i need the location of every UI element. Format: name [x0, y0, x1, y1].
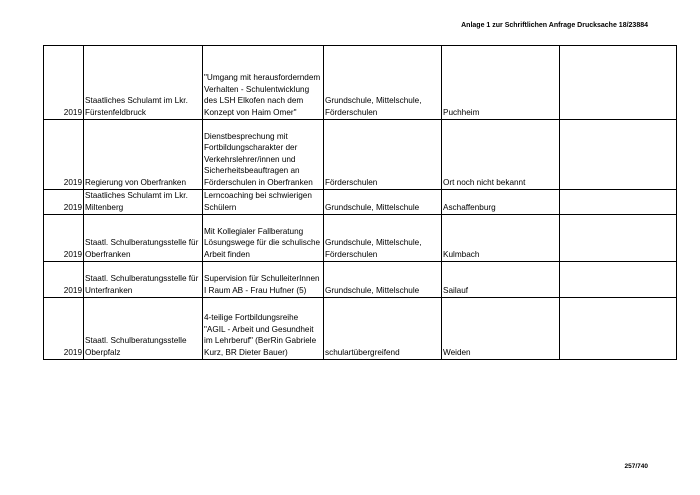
place-cell: Kulmbach [442, 215, 560, 262]
empty-cell [560, 120, 677, 190]
table-row [44, 120, 677, 190]
table-row [44, 262, 677, 298]
school-type-cell: Grundschule, Mittelschule [324, 262, 442, 298]
place-cell: Weiden [442, 298, 560, 360]
place-cell: Sailauf [442, 262, 560, 298]
school-type-cell: Grundschule, Mittelschule, Förderschulen [324, 46, 442, 120]
table-row [44, 46, 677, 120]
school-type-cell: Grundschule, Mittelschule, Förderschulen [324, 215, 442, 262]
table-row [44, 215, 677, 262]
office-cell: Staatliches Schulamt im Lkr. Fürstenfeldbruck [84, 46, 203, 120]
place-cell: Aschaffenburg [442, 190, 560, 215]
topic-cell: Mit Kollegialer Fallberatung Lösungswege für die schulische Arbeit finden [203, 215, 324, 262]
document-header: Anlage 1 zur Schriftlichen Anfrage Drucksache 18/23884 [461, 22, 648, 29]
topic-cell: "Umgang mit herausforderndem Verhalten - Schulentwicklung des LSH Elkofen nach dem Konzept von Haim Omer" [203, 46, 324, 120]
office-cell: Staatl. Schulberatungsstelle für Oberfranken [84, 215, 203, 262]
school-type-cell: Grundschule, Mittelschule [324, 190, 442, 215]
office-cell: Staatliches Schulamt im Lkr. Miltenberg [84, 190, 203, 215]
office-cell: Staatl. Schulberatungsstelle für Unterfranken [84, 262, 203, 298]
data-table [43, 45, 677, 360]
school-type-cell: Förderschulen [324, 120, 442, 190]
year-cell: 2019 [44, 120, 84, 190]
topic-cell: 4-teilige Fortbildungsreihe "AGIL - Arbeit und Gesundheit im Lehrberuf" (BerRin Gabriele Kurz, BR Dieter Bauer) [203, 298, 324, 360]
topic-cell: Supervision für SchulleiterInnen I Raum AB - Frau Hufner (5) [203, 262, 324, 298]
empty-cell [560, 215, 677, 262]
topic-cell: Dienstbesprechung mit Fortbildungscharakter der Verkehrslehrer/innen und Sicherheitsbeauftragen an Förderschulen in Oberfranken [203, 120, 324, 190]
empty-cell [560, 298, 677, 360]
empty-cell [560, 190, 677, 215]
year-cell: 2019 [44, 298, 84, 360]
year-cell: 2019 [44, 190, 84, 215]
topic-cell: Lerncoaching bei schwierigen Schülern [203, 190, 324, 215]
table-row [44, 190, 677, 215]
office-cell: Staatl. Schulberatungsstelle Oberpfalz [84, 298, 203, 360]
empty-cell [560, 46, 677, 120]
office-cell: Regierung von Oberfranken [84, 120, 203, 190]
empty-cell [560, 262, 677, 298]
year-cell: 2019 [44, 215, 84, 262]
year-cell: 2019 [44, 262, 84, 298]
table-row [44, 298, 677, 360]
place-cell: Ort noch nicht bekannt [442, 120, 560, 190]
page-number: 257/740 [624, 463, 648, 470]
place-cell: Puchheim [442, 46, 560, 120]
year-cell: 2019 [44, 46, 84, 120]
school-type-cell: schulartübergreifend [324, 298, 442, 360]
